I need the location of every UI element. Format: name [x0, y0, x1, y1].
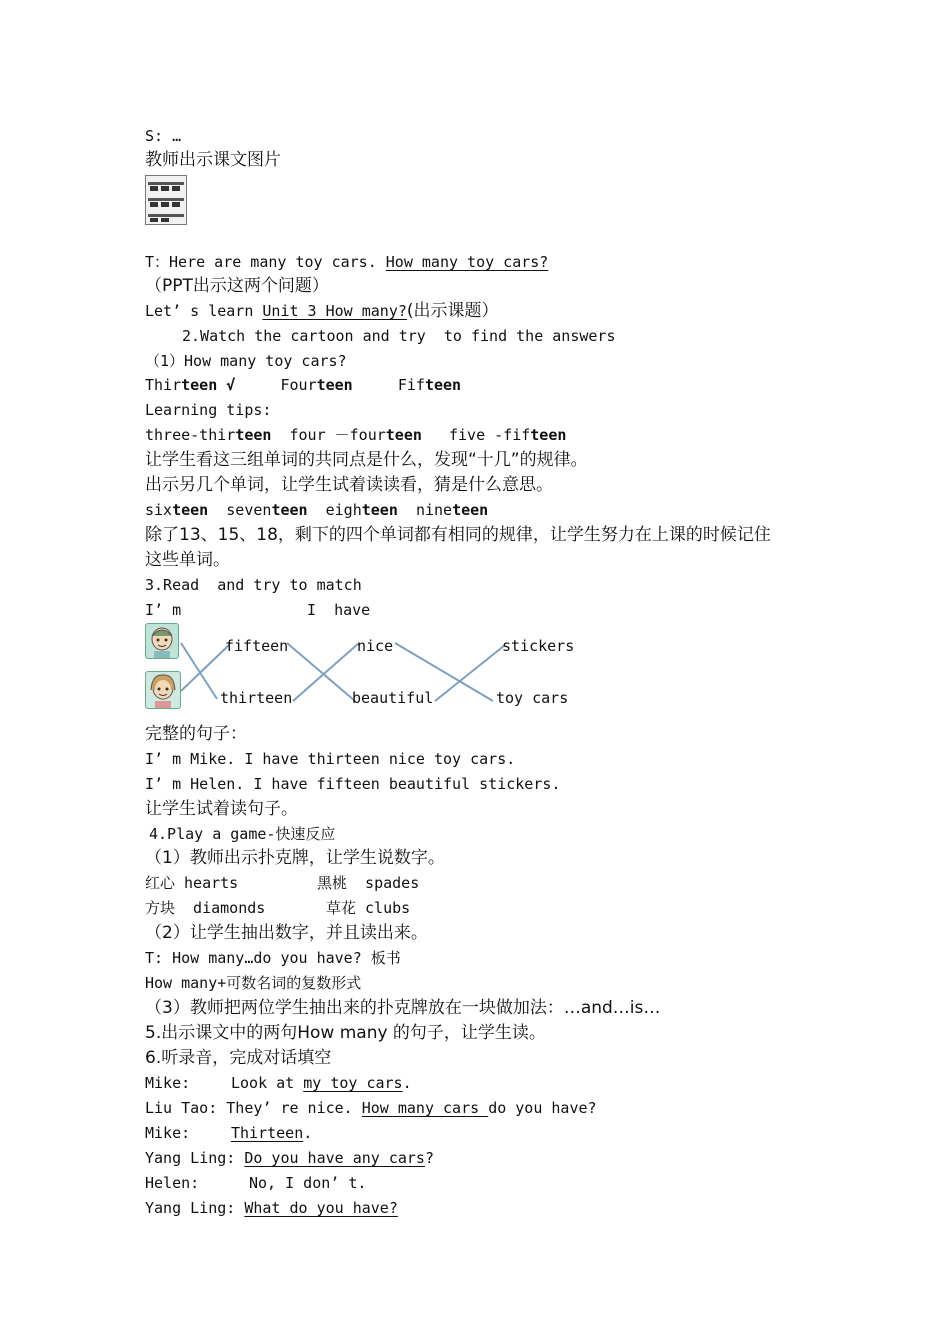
dialogue-line-1: Mike: Look at my toy cars.	[145, 1074, 412, 1092]
line-suit-diamonds: 方块 diamonds	[145, 899, 266, 917]
line-suit-hearts: 红心 hearts	[145, 874, 239, 892]
match-word-fifteen: fifteen	[225, 637, 289, 655]
line-complete-sentences: 完整的句子：	[145, 724, 247, 744]
line-read-sentences: 让学生试着读句子。	[145, 799, 298, 819]
line-s: S: …	[145, 127, 182, 145]
line-teacher-question: T：Here are many toy cars. How many toy cars?	[145, 253, 549, 271]
match-word-toy-cars: toy cars	[496, 689, 569, 707]
match-word-stickers: stickers	[502, 637, 575, 655]
line-step-4: 4.Play a game-快速反应	[149, 825, 336, 843]
line-game-2: （2）让学生抽出数字，并且读出来。	[145, 923, 428, 943]
line-step-5: 5.出示课文中的两句How many 的句子，让学生读。	[145, 1023, 546, 1043]
line-remember-2: 这些单词。	[145, 550, 230, 570]
match-word-beautiful: beautiful	[352, 689, 434, 707]
line-sentence-mike: I’ m Mike. I have thirteen nice toy cars.	[145, 750, 516, 768]
dialogue-line-4: Yang Ling: Do you have any cars?	[145, 1149, 434, 1167]
dialogue-line-6: Yang Ling: What do you have?	[145, 1199, 398, 1217]
line-step-2: 2.Watch the cartoon and try to find the answers	[182, 327, 616, 345]
line-guess: 出示另几个单词，让学生试着读读看，猜是什么意思。	[145, 475, 553, 495]
matching-exercise	[145, 623, 605, 715]
dialogue-line-2: Liu Tao: They’ re nice. How many cars do you have?	[145, 1099, 597, 1117]
line-learning-tips: Learning tips:	[145, 401, 272, 419]
line-game-1: （1）教师出示扑克牌，让学生说数字。	[145, 848, 445, 868]
line-suit-spades: 黑桃 spades	[317, 874, 420, 892]
line-game-3: （3）教师把两位学生抽出来的扑克牌放在一块做加法：…and…is…	[145, 998, 661, 1018]
line-remember-1: 除了13、15、18，剩下的四个单词都有相同的规律，让学生努力在上课的时候记住	[145, 525, 771, 545]
line-pattern: 让学生看这三组单词的共同点是什么，发现“十几”的规律。	[145, 450, 588, 470]
line-q1: （1）How many toy cars?	[145, 352, 347, 370]
line-ppt: （PPT出示这两个问题）	[145, 276, 329, 296]
line-show-picture: 教师出示课文图片	[145, 150, 281, 170]
line-sentence-helen: I’ m Helen. I have fifteen beautiful stickers.	[145, 775, 561, 793]
line-i-have: I have	[307, 601, 371, 619]
line-step-6: 6.听录音，完成对话填空	[145, 1048, 332, 1068]
line-teen-words: sixteen seventeen eighteen nineteen	[145, 501, 489, 519]
line-plural-rule: How many+可数名词的复数形式	[145, 974, 362, 992]
match-word-thirteen: thirteen	[220, 689, 293, 707]
line-im: I’ m	[145, 601, 182, 619]
dialogue-line-3: Mike: Thirteen.	[145, 1124, 313, 1142]
line-suit-clubs: 草花 clubs	[326, 899, 411, 917]
textbook-picture-thumbnail	[145, 175, 187, 225]
line-tips-words: three-thirteen four －fourteen five -fifteen	[145, 426, 567, 444]
line-board-writing: T: How many…do you have? 板书	[145, 949, 401, 967]
dialogue-line-5: Helen: No, I don’ t.	[145, 1174, 367, 1192]
line-step-3: 3.Read and try to match	[145, 576, 362, 594]
match-word-nice: nice	[357, 637, 394, 655]
line-lets-learn: Let’ s learn Unit 3 How many?(出示课题）	[145, 301, 499, 321]
line-answers: Thirteen √ Fourteen Fifteen	[145, 376, 462, 394]
